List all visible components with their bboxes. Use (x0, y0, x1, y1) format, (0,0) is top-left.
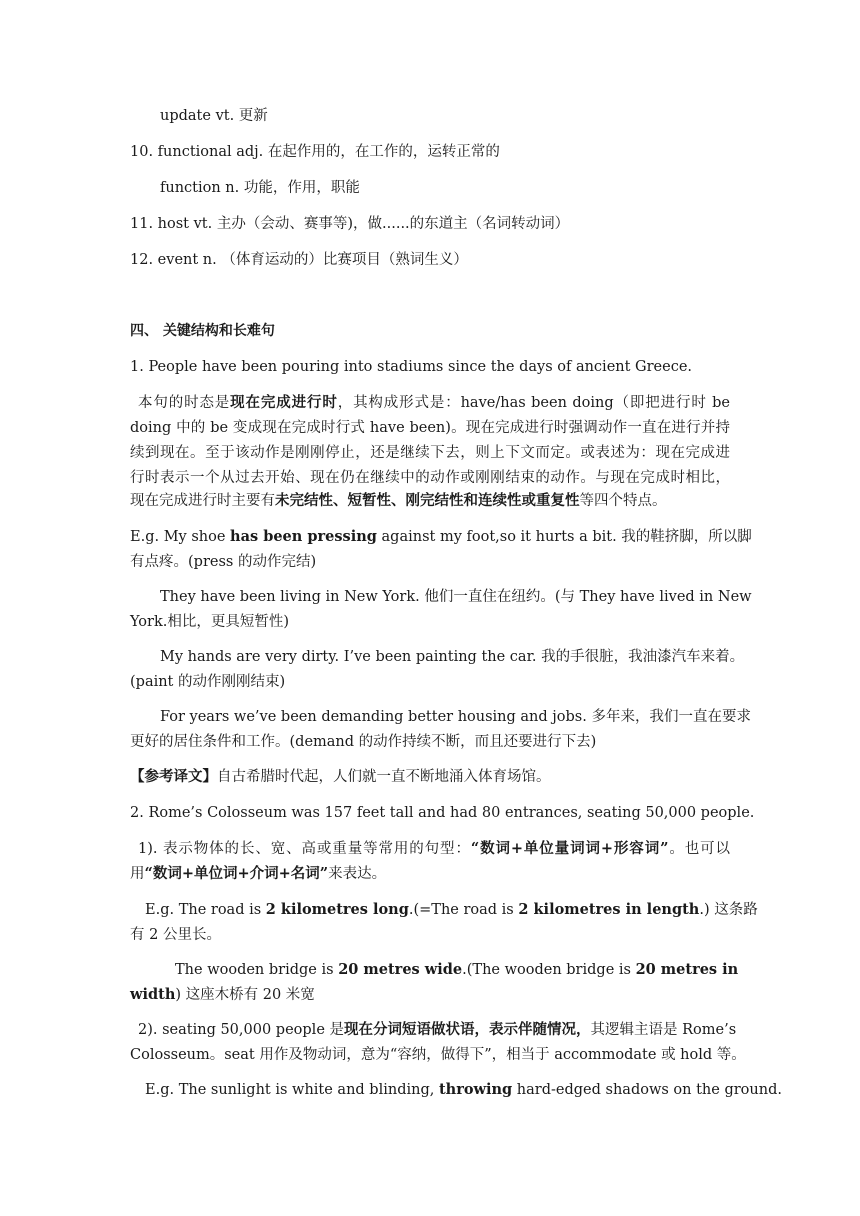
p1-text: 等四个特点。 (579, 493, 667, 509)
example-bold: 2 kilometres in length (518, 901, 700, 918)
vocab-function: function n. 功能，作用，职能 (160, 180, 360, 196)
example-text: E.g. The road is (145, 902, 266, 918)
p3-text: 其逻辑主语是 Rome’s (590, 1022, 737, 1038)
p1-text: 现在完成进行时主要有 (130, 493, 275, 509)
example-bold: 20 metres wide (338, 961, 463, 978)
example-text: 更好的居住条件和工作。(demand 的动作持续不断，而且还要进行下去) (130, 734, 597, 750)
p1-bold: 未完结性、短暂性、刚完结性和连续性或重复性 (275, 492, 580, 509)
example-text: ) 这座木桥有 20 米宽 (175, 987, 315, 1003)
p1-bold: 现在完成进行时 (230, 394, 338, 411)
example-text: 有 2 公里长。 (130, 927, 221, 943)
example-text: 有点疼。(press 的动作完结) (130, 554, 317, 570)
example-text: York.相比，更具短暂性) (130, 614, 290, 630)
example-text: hard-edged shadows on the ground. (512, 1082, 782, 1098)
vocab-update: update vt. 更新 (160, 108, 268, 124)
p2-bold: “数词+单位词+介词+名词” (144, 865, 329, 882)
example-7 (145, 1080, 782, 1100)
vocab-item-12: 12. event n. （体育运动的）比赛项目（熟词生义） (130, 252, 468, 268)
example-text: They have been living in New York. 他们一直住在纽约。(与 They have lived in New (160, 589, 752, 605)
p1-text: 本句的时态是 (138, 395, 231, 411)
p3-text: 2). seating 50,000 people 是 (138, 1022, 345, 1038)
example-text: E.g. My shoe (130, 529, 231, 545)
p2-text: 1). 表示物体的长、宽、高或重量等常用的句型： (138, 841, 471, 857)
example-text: My hands are very dirty. I’ve been painting the car. 我的手很脏，我油漆汽车来着。 (160, 649, 745, 665)
example-text: (paint 的动作刚刚结束) (130, 674, 286, 690)
example-bold: throwing (438, 1081, 513, 1098)
example-text: For years we’ve been demanding better housing and jobs. 多年来，我们一直在要求 (160, 709, 751, 725)
p2-text: 来表达。 (328, 866, 387, 882)
reference-label: 【参考译文】 (130, 768, 217, 785)
p2-bold: “数词+单位量词词+形容词” (470, 840, 669, 857)
vocab-item-10: 10. functional adj. 在起作用的，在工作的，运转正常的 (130, 144, 500, 160)
p3-bold: 现在分词短语做状语，表示伴随情况， (344, 1021, 591, 1038)
example-bold: 2 kilometres long (265, 901, 409, 918)
p3-line: Colosseum。seat 用作及物动词，意为“容纳，做得下”，相当于 accommodate 或 hold 等。 (130, 1047, 746, 1063)
example-text: .(=The road is (408, 902, 519, 918)
example-bold: has been pressing (230, 528, 377, 545)
example-text: against my foot,so it hurts a bit. 我的鞋挤脚，所以脚 (376, 529, 752, 545)
vocab-item-11: 11. host vt. 主办（会动、赛事等)，做......的东道主（名词转动词） (130, 216, 570, 232)
sentence-1: 1. People have been pouring into stadiums since the days of ancient Greece. (130, 359, 693, 375)
p2-text: 用 (130, 866, 145, 882)
example-bold: 20 metres in (635, 961, 739, 978)
example-text: The wooden bridge is (175, 962, 339, 978)
p1-line: 续到现在。至于该动作是刚刚停止，还是继续下去，则上下文而定。或表述为：现在完成进 (130, 445, 730, 461)
reference-text: 自古希腊时代起，人们就一直不断地涌入体育场馆。 (217, 769, 551, 785)
p1-text: ，其构成形式是：have/has been doing（即把进行时 be (337, 395, 731, 411)
sentence-2: 2. Rome’s Colosseum was 157 feet tall and had 80 entrances, seating 50,000 people. (130, 805, 755, 821)
example-text: E.g. The sunlight is white and blinding, (145, 1082, 439, 1098)
p2-text: 。也可以 (668, 841, 730, 857)
p1-line: 行时表示一个从过去开始、现在仍在继续中的动作或刚刚结束的动作。与现在完成时相比， (130, 470, 730, 486)
reference-translation (130, 767, 730, 787)
p1-line: doing 中的 be 变成现在完成时行式 have been)。现在完成进行时强调动作一直在进行并持 (130, 420, 730, 436)
example-text: .(The wooden bridge is (462, 962, 636, 978)
section-heading: 四、 关键结构和长难句 (130, 323, 275, 339)
example-text: .) 这条路 (699, 902, 758, 918)
example-bold: width (130, 986, 176, 1003)
